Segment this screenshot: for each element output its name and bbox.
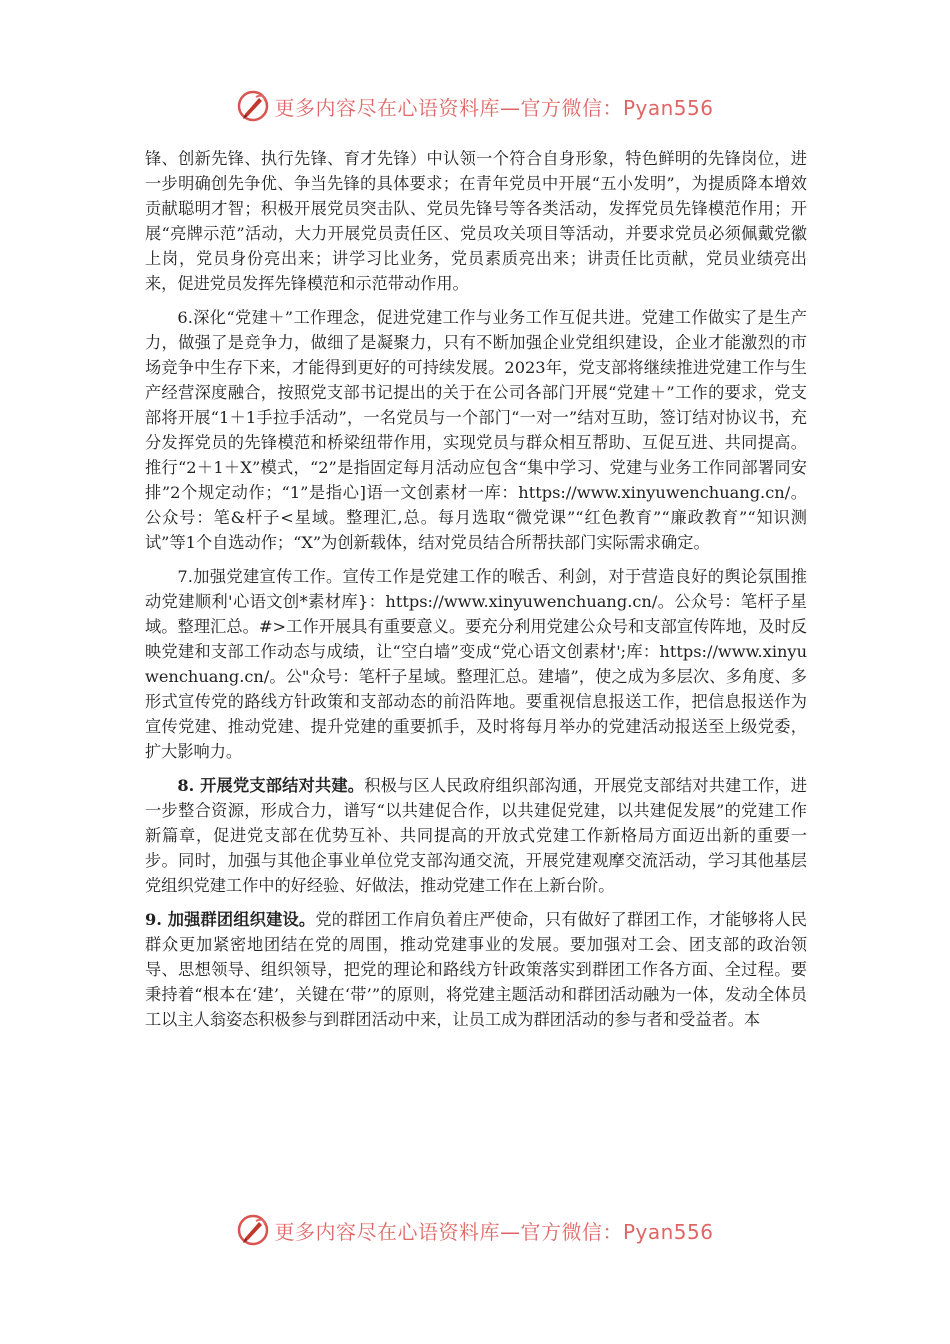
paragraph: 6.深化“党建＋”工作理念，促进党建工作与业务工作互促共进。党建工作做实了是生产力，做强了是竞争力，做细了是凝聚力，只有不断加强企业党组织建设，企业才能激烈的市场竞争中生存下来，才能得到更好的可持续发展。2023年，党支部将继续推进党建工作与生产经营深度融合，按照党支部书记提出的关于在公司各部门开展“党建＋”工作的要求，党支部将开展“1＋1手拉手活动”，一名党员与一个部门“一对一”结对互助，签订结对协议书，充分发挥党员的先锋模范和桥梁纽带作用，实现党员与群众相互帮助、互促互进、共同提高。推行“2＋1＋X”模式，“2”是指固定每月活动应包含“集中学习、党建与业务工作同部署同安排”2个规定动作；“1”是指心]语一文创素材一库：https://www.xinyuwenchuang.cn/。公众号：笔&杆子<星域。整理汇,总。每月选取“微党课”“红色教育”“廉政教育”“知识测试”等1个自选动作；“X”为创新载体，结对党员结合所帮扶部门实际需求确定。 xyxy=(145,308,807,552)
document-body xyxy=(145,146,807,1041)
pen-logo-icon xyxy=(236,89,270,123)
footer-watermark xyxy=(0,1210,950,1250)
watermark-text: 更多内容尽在心语资料库—官方微信：Pyan556 xyxy=(274,1219,714,1244)
paragraph xyxy=(145,907,807,1032)
header-watermark xyxy=(0,86,950,126)
section-heading: 9. 加强群团组织建设。 xyxy=(145,910,316,929)
watermark-text: 更多内容尽在心语资料库—官方微信：Pyan556 xyxy=(274,95,714,120)
section-body: 积极与区人民政府组织部沟通，开展党支部结对共建工作，进一步整合资源，形成合力，谱写“以共建促合作，以共建促党建，以共建促发展”的党建工作新篇章，促进党支部在优势互补、共同提高的开放式党建工作新格局方面迈出新的重要一步。同时，加强与其他企事业单位党支部沟通交流，开展党建观摩交流活动，学习其他基层党组织党建工作中的好经验、好做法，推动党建工作在上新台阶。 xyxy=(145,776,807,895)
paragraph: 7.加强党建宣传工作。宣传工作是党建工作的喉舌、利剑，对于营造良好的舆论氛围推动党建顺利'心语文创*素材库}：https://www.xinyuwenchuang.cn/。公众号：笔杆子星域。整理汇总。#>工作开展具有重要意义。要充分利用党建公众号和支部宣传阵地，及时反映党建和支部工作动态与成绩，让“空白墙”变成“党心语文创素材';库：https://www.xinyuwenchuang.cn/。公"众号：笔杆子星域。整理汇总。建墙”，使之成为多层次、多角度、多形式宣传党的路线方针政策和支部动态的前沿阵地。要重视信息报送工作，把信息报送作为宣传党建、推动党建、提升党建的重要抓手，及时将每月举办的党建活动报送至上级党委，扩大影响力。 xyxy=(145,567,807,761)
paragraph: 锋、创新先锋、执行先锋、育才先锋）中认领一个符合自身形象，特色鲜明的先锋岗位，进一步明确创先争优、争当先锋的具体要求；在青年党员中开展“五小发明”，为提质降本增效贡献聪明才智；积极开展党员突击队、党员先锋号等各类活动，发挥党员先锋模范作用；开展“亮牌示范”活动，大力开展党员责任区、党员攻关项目等活动，并要求党员必须佩戴党徽上岗，党员身份亮出来；讲学习比业务，党员素质亮出来；讲责任比贡献，党员业绩亮出来，促进党员发挥先锋模范和示范带动作用。 xyxy=(145,149,807,293)
paragraph xyxy=(145,773,807,898)
section-heading: 8. 开展党支部结对共建。 xyxy=(177,776,365,795)
section-body: 党的群团工作肩负着庄严使命，只有做好了群团工作，才能够将人民群众更加紧密地团结在党的周围，推动党建事业的发展。要加强对工会、团支部的政治领导、思想领导、组织领导，把党的理论和路线方针政策落实到群团工作各方面、全过程。要秉持着“根本在‘建’，关键在‘带’”的原则，将党建主题活动和群团活动融为一体，发动全体员工以主人翁姿态积极参与到群团活动中来，让员工成为群团活动的参与者和受益者。本 xyxy=(145,910,807,1029)
pen-logo-icon xyxy=(236,1213,270,1247)
